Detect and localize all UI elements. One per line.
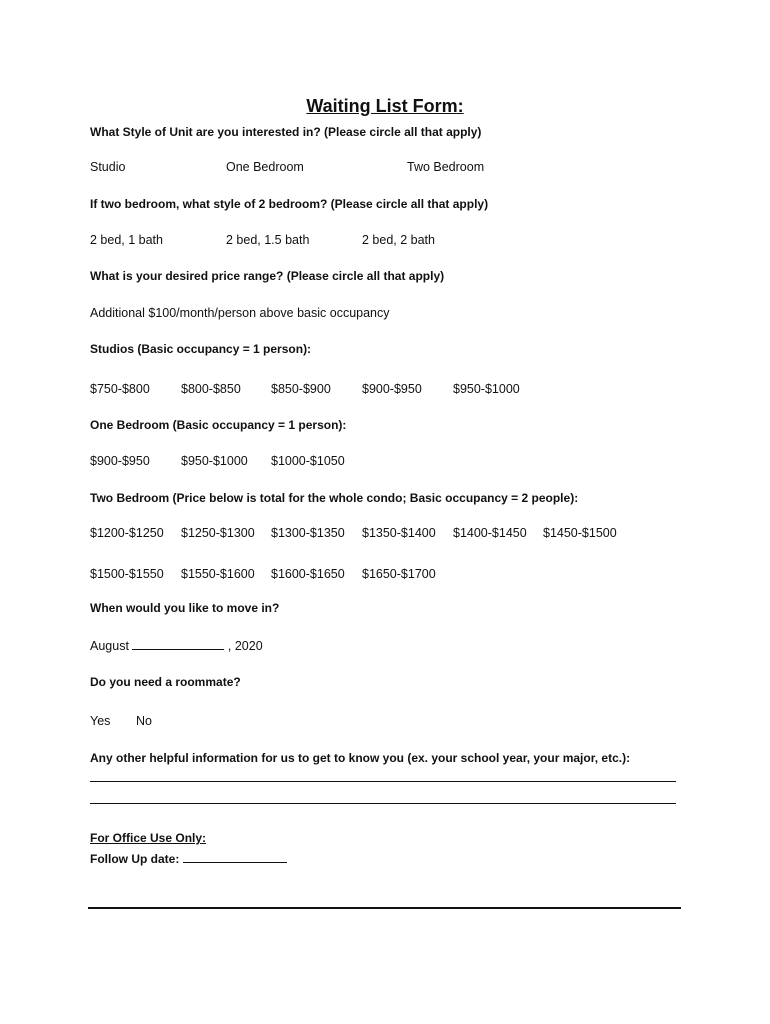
option-2bed-2bath[interactable]: 2 bed, 2 bath	[362, 233, 435, 247]
option-2bed-1bath[interactable]: 2 bed, 1 bath	[90, 233, 163, 247]
price-note: Additional $100/month/person above basic occupancy	[90, 306, 390, 320]
studio-range-option[interactable]: $750-$800	[90, 382, 150, 396]
question-unit-style: What Style of Unit are you interested in? (Please circle all that apply)	[90, 125, 482, 139]
two-bedroom-range-option[interactable]: $1350-$1400	[362, 526, 436, 540]
one-bedroom-heading: One Bedroom (Basic occupancy = 1 person):	[90, 418, 347, 432]
follow-up-row	[90, 850, 287, 867]
two-bedroom-range-option[interactable]: $1550-$1600	[181, 567, 255, 581]
page-title: Waiting List Form:	[306, 96, 464, 116]
question-other-info: Any other helpful information for us to get to know you (ex. your school year, your major, etc.):	[90, 751, 631, 765]
question-two-bedroom-style: If two bedroom, what style of 2 bedroom? (Please circle all that apply)	[90, 197, 489, 211]
question-roommate: Do you need a roommate?	[90, 675, 241, 689]
one-bedroom-range-option[interactable]: $1000-$1050	[271, 454, 345, 468]
other-info-line-2[interactable]	[90, 803, 676, 804]
one-bedroom-range-option[interactable]: $950-$1000	[181, 454, 248, 468]
two-bedroom-range-option[interactable]: $1400-$1450	[453, 526, 527, 540]
option-2bed-1-5bath[interactable]: 2 bed, 1.5 bath	[226, 233, 310, 247]
option-yes[interactable]: Yes	[90, 714, 111, 728]
studio-range-option[interactable]: $800-$850	[181, 382, 241, 396]
one-bedroom-range-option[interactable]: $900-$950	[90, 454, 150, 468]
two-bedroom-range-option[interactable]: $1450-$1500	[543, 526, 617, 540]
move-in-month: August	[90, 639, 129, 653]
bottom-divider	[88, 907, 681, 909]
move-in-day-field[interactable]	[132, 637, 224, 650]
question-price-range: What is your desired price range? (Please circle all that apply)	[90, 269, 445, 283]
follow-up-date-field[interactable]	[183, 850, 287, 863]
two-bedroom-range-option[interactable]: $1600-$1650	[271, 567, 345, 581]
studios-heading: Studios (Basic occupancy = 1 person):	[90, 342, 312, 356]
question-move-in: When would you like to move in?	[90, 601, 280, 615]
move-in-year: , 2020	[227, 639, 263, 653]
two-bedroom-range-option[interactable]: $1500-$1550	[90, 567, 164, 581]
studio-range-option[interactable]: $900-$950	[362, 382, 422, 396]
option-one-bedroom[interactable]: One Bedroom	[226, 160, 304, 174]
other-info-line-1[interactable]	[90, 781, 676, 782]
two-bedroom-range-option[interactable]: $1650-$1700	[362, 567, 436, 581]
option-studio[interactable]: Studio	[90, 160, 126, 174]
two-bedroom-heading: Two Bedroom (Price below is total for the whole condo; Basic occupancy = 2 people):	[90, 491, 579, 505]
studio-range-option[interactable]: $850-$900	[271, 382, 331, 396]
option-no[interactable]: No	[136, 714, 152, 728]
move-in-row	[90, 637, 263, 654]
office-use-heading: For Office Use Only:	[90, 831, 207, 845]
follow-up-label: Follow Up date:	[90, 852, 180, 866]
two-bedroom-range-option[interactable]: $1200-$1250	[90, 526, 164, 540]
two-bedroom-range-option[interactable]: $1300-$1350	[271, 526, 345, 540]
two-bedroom-range-option[interactable]: $1250-$1300	[181, 526, 255, 540]
option-two-bedroom[interactable]: Two Bedroom	[407, 160, 485, 174]
studio-range-option[interactable]: $950-$1000	[453, 382, 520, 396]
